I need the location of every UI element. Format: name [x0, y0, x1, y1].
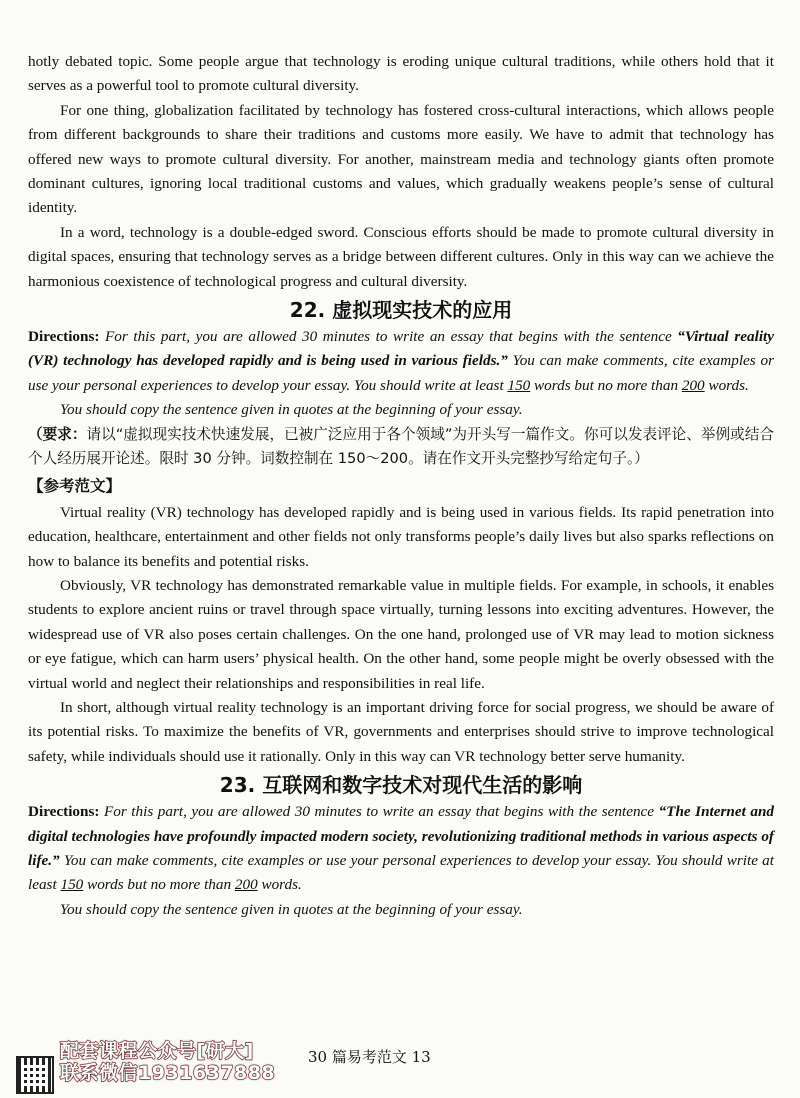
directions-label: Directions:: [28, 328, 100, 346]
page-footer: [0, 1040, 800, 1098]
requirement-label: （要求：: [28, 425, 87, 443]
paragraph: In a word, technology is a double-edged sword. Conscious efforts should be made to promote cultural diversity in digital spaces, ensuring that technology serves as a bridge between different cultures. Only in this way can we achieve the harmonious coexistence of technological progress and cultural diversity.: [28, 223, 774, 290]
min-words: 150: [507, 376, 531, 394]
directions-text: You can make comments, cite examples or use your personal experiences to develop your essay. You should write at least: [28, 352, 774, 394]
directions-text: words.: [257, 876, 302, 894]
topic-sentence: “The Internet and digital technologies have profoundly impacted modern society, revolutionizing traditional methods in various aspects of life.”: [28, 803, 774, 869]
topic-sentence: “Virtual reality (VR) technology has developed rapidly and is being used in various fields.”: [28, 328, 775, 370]
min-words: 150: [60, 876, 84, 894]
directions-text: You can make comments, cite examples or use your personal experiences to develop your essay. You should write at least: [28, 851, 774, 894]
directions-text: For this part, you are allowed 30 minutes to write an essay that begins with the sentence: [99, 803, 659, 821]
section-22-title: 22. 虚拟现实技术的应用: [289, 298, 513, 323]
watermark-line-2: 联系微信1931637888: [60, 1062, 276, 1084]
directions-text: For this part, you are allowed 30 minutes to write an essay that begins with the sentence: [99, 328, 678, 346]
directions-text: words but no more than: [83, 876, 235, 894]
directions-text: words.: [704, 376, 749, 394]
paragraph: For one thing, globalization facilitated by technology has fostered cross-cultural interactions, which allows people from different backgrounds to share their traditions and customs more easily. We have to admit that technology has offered new ways to promote cultural diversity. For another, mainstream media and technology giants often promote dominant cultures, ignoring local traditional customs and values, which gradually weakens people’s sense of cultural identity.: [28, 101, 774, 217]
section-22-directions: [28, 325, 774, 398]
page-body: [28, 50, 774, 922]
page-number: 30 篇易考范文 13: [308, 1048, 431, 1066]
directions-label: Directions:: [28, 803, 100, 821]
watermark-line-1: 配套课程公众号[研大]: [60, 1040, 254, 1062]
reference-essay-label: 【参考范文】: [28, 476, 122, 495]
essay-paragraph: In short, although virtual reality technology is an important driving force for social progress, we should be aware of its potential risks. To maximize the benefits of VR, governments and enterprises should strive to improve technological safety, while individuals should use it rationally. Only in this way can VR technology better serve humanity.: [28, 698, 774, 765]
directions-text: words but no more than: [530, 376, 682, 394]
max-words: 200: [681, 376, 705, 394]
requirement-text: 请以“虚拟现实技术快速发展，已被广泛应用于各个领域”为开头写一篇作文。你可以发表评论、举例或结合个人经历展开论述。限时 30 分钟。词数控制在 150～200。请在作文开头完整抄写给定句子。）: [28, 425, 774, 467]
qr-code-icon: [16, 1056, 54, 1094]
copy-note: You should copy the sentence given in quotes at the beginning of your essay.: [60, 900, 523, 918]
section-23-title: 23. 互联网和数字技术对现代生活的影响: [219, 773, 583, 798]
section-23-directions: [28, 800, 774, 898]
chinese-requirement: [28, 423, 774, 471]
essay-paragraph: Obviously, VR technology has demonstrated remarkable value in multiple fields. For example, in schools, it enables students to explore ancient ruins or travel through space virtually, turning lessons into exciting adventures. However, the widespread use of VR also poses certain challenges. On the one hand, prolonged use of VR may lead to motion sickness or eye fatigue, which can harm users’ physical health. On the other hand, some people might be overly obsessed with the virtual world and neglect their relationships and responsibilities in real life.: [28, 576, 774, 692]
essay-paragraph: Virtual reality (VR) technology has developed rapidly and is being used in various fields. Its rapid penetration into education, healthcare, entertainment and other fields not only transforms people’s daily lives but also sparks reflections on how to balance its benefits and potential risks.: [28, 503, 774, 570]
max-words: 200: [234, 876, 258, 894]
paragraph: hotly debated topic. Some people argue that technology is eroding unique cultural traditions, while others hold that it serves as a powerful tool to promote cultural diversity.: [28, 53, 774, 95]
copy-note: You should copy the sentence given in quotes at the beginning of your essay.: [60, 401, 523, 419]
